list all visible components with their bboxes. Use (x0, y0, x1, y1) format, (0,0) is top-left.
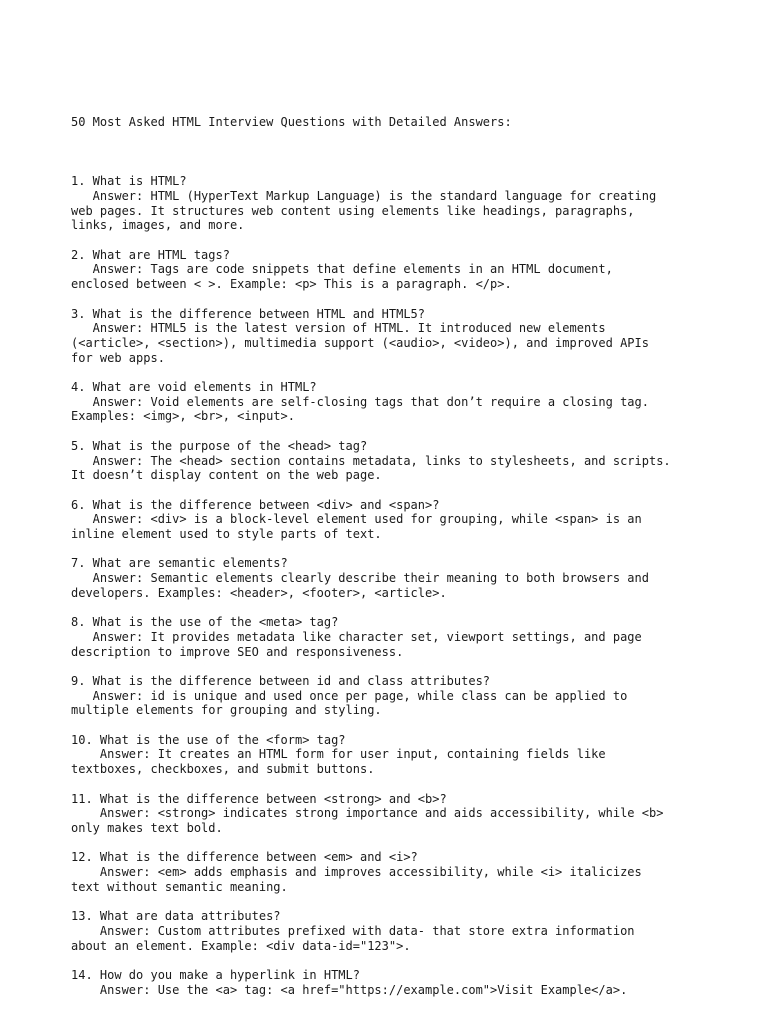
question-text: 6. What is the difference between <div> and <span>? (71, 497, 440, 512)
answer-text: only makes text bold. (71, 820, 223, 835)
answer-text: web pages. It structures web content using elements like headings, paragraphs, (71, 203, 635, 218)
answer-text: Answer: <div> is a block-level element used for grouping, while <span> is an (71, 512, 642, 527)
question-text: 12. What is the difference between <em> and <i>? (71, 850, 418, 865)
qa-item (71, 850, 741, 894)
question-text: 11. What is the difference between <strong> and <b>? (71, 791, 447, 806)
qa-item (71, 498, 741, 542)
answer-text: Answer: <em> adds emphasis and improves accessibility, while <i> italicizes (71, 865, 642, 880)
answer-text: description to improve SEO and responsiveness. (71, 644, 404, 659)
question-text: 10. What is the use of the <form> tag? (71, 732, 346, 747)
answer-text: Answer: Tags are code snippets that define elements in an HTML document, (71, 262, 613, 277)
answer-text: (<article>, <section>), multimedia support (<audio>, <video>), and improved APIs (71, 335, 649, 350)
question-text: 4. What are void elements in HTML? (71, 380, 317, 394)
question-text: 8. What is the use of the <meta> tag? (71, 615, 339, 630)
qa-list (71, 174, 741, 997)
qa-item (71, 174, 741, 233)
qa-item (71, 792, 741, 836)
answer-text: Answer: It provides metadata like character set, viewport settings, and page (71, 629, 642, 644)
answer-text: Answer: HTML5 is the latest version of HTML. It introduced new elements (71, 321, 606, 336)
answer-text: enclosed between < >. Example: <p> This is a paragraph. </p>. (71, 277, 512, 292)
document-page (71, 86, 741, 1027)
question-text: 7. What are semantic elements? (71, 556, 288, 571)
answer-text: inline element used to style parts of text. (71, 527, 382, 541)
question-text: 2. What are HTML tags? (71, 247, 230, 262)
qa-item (71, 380, 741, 424)
qa-item (71, 307, 741, 366)
answer-text: text without semantic meaning. (71, 879, 288, 894)
answer-text: Answer: Custom attributes prefixed with data- that store extra information (71, 923, 635, 938)
qa-item (71, 556, 741, 600)
answer-text: Answer: id is unique and used once per page, while class can be applied to (71, 688, 628, 703)
qa-item (71, 439, 741, 483)
answer-text: about an element. Example: <div data-id="123">. (71, 938, 411, 953)
answer-text: developers. Examples: <header>, <footer>, <article>. (71, 585, 447, 600)
qa-item (71, 909, 741, 953)
answer-text: Answer: HTML (HyperText Markup Language) is the standard language for creating (71, 188, 657, 203)
question-text: 3. What is the difference between HTML and HTML5? (71, 306, 426, 321)
answer-text: Answer: Use the <a> tag: <a href="https://example.com">Visit Example</a>. (71, 982, 628, 997)
qa-item (71, 248, 741, 292)
answer-text: Answer: The <head> section contains metadata, links to stylesheets, and scripts. (71, 453, 671, 468)
answer-text: textboxes, checkboxes, and submit buttons. (71, 762, 375, 777)
answer-text: Answer: <strong> indicates strong importance and aids accessibility, while <b> (71, 806, 664, 821)
answer-text: for web apps. (71, 350, 165, 365)
qa-item (71, 733, 741, 777)
question-text: 5. What is the purpose of the <head> tag? (71, 438, 368, 453)
question-text: 1. What is HTML? (71, 174, 187, 189)
qa-item (71, 615, 741, 659)
answer-text: Answer: Void elements are self-closing tags that don’t require a closing tag. (71, 394, 649, 409)
question-text: 13. What are data attributes? (71, 909, 281, 924)
question-text: 9. What is the difference between id and class attributes? (71, 673, 491, 688)
answer-text: multiple elements for grouping and styling. (71, 703, 382, 718)
qa-item (71, 968, 741, 997)
answer-text: Answer: Semantic elements clearly describe their meaning to both browsers and (71, 571, 649, 586)
answer-text: Examples: <img>, <br>, <input>. (71, 409, 295, 424)
document-title: 50 Most Asked HTML Interview Questions with Detailed Answers: (71, 115, 512, 130)
answer-text: links, images, and more. (71, 218, 245, 233)
question-text: 14. How do you make a hyperlink in HTML? (71, 967, 360, 982)
qa-item (71, 674, 741, 718)
answer-text: Answer: It creates an HTML form for user input, containing fields like (71, 747, 606, 762)
answer-text: It doesn’t display content on the web page. (71, 468, 382, 483)
